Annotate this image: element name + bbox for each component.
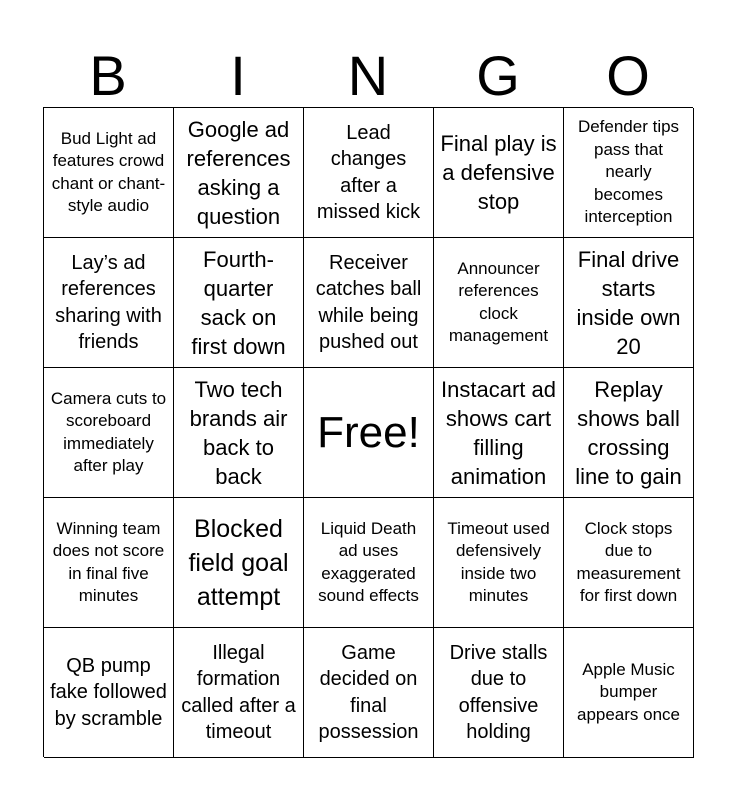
header-letter-g: G	[476, 44, 520, 107]
bingo-cell[interactable]	[434, 368, 564, 498]
cell-text: Lay’s ad references sharing with friends	[55, 251, 162, 353]
cell-text: Clock stops due to measurement for first down	[576, 518, 681, 605]
bingo-cell[interactable]	[174, 628, 304, 758]
bingo-cell[interactable]	[44, 238, 174, 368]
header-letter-n: N	[347, 44, 389, 107]
bingo-cell[interactable]	[304, 108, 434, 238]
cell-text: Receiver catches ball while being pushed out	[315, 251, 422, 353]
free-space-cell[interactable]	[304, 368, 434, 498]
bingo-cell[interactable]	[174, 238, 304, 368]
bingo-cell[interactable]	[564, 498, 694, 628]
cell-text: QB pump fake followed by scramble	[50, 654, 167, 730]
bingo-board	[43, 107, 693, 757]
header-letter-o: O	[606, 44, 650, 107]
bingo-cell[interactable]	[44, 498, 174, 628]
bingo-cell[interactable]	[564, 108, 694, 238]
cell-text: Bud Light ad features crowd chant or chant-style audio	[51, 128, 166, 215]
bingo-cell[interactable]	[434, 108, 564, 238]
bingo-cell[interactable]	[434, 498, 564, 628]
cell-text: Blocked field goal attempt	[188, 514, 289, 611]
bingo-cell[interactable]	[304, 498, 434, 628]
bingo-cell[interactable]	[564, 238, 694, 368]
cell-text: Instacart ad shows cart filling animation	[441, 376, 556, 489]
header-letter-i: I	[230, 44, 246, 107]
cell-text: Fourth-quarter sack on first down	[191, 246, 286, 359]
cell-text: Lead changes after a missed kick	[316, 121, 421, 223]
cell-text: Timeout used defensively inside two minutes	[447, 518, 550, 605]
cell-text: Final play is a defensive stop	[440, 131, 557, 214]
cell-text: Liquid Death ad uses exaggerated sound effects	[318, 518, 419, 605]
cell-text: Replay shows ball crossing line to gain	[575, 376, 682, 489]
bingo-cell[interactable]	[44, 368, 174, 498]
bingo-cell[interactable]	[174, 368, 304, 498]
cell-text: Camera cuts to scoreboard immediately after play	[50, 388, 167, 475]
cell-text: Game decided on final possession	[318, 641, 419, 743]
cell-text: Winning team does not score in final five minutes	[52, 518, 165, 605]
bingo-cell[interactable]	[564, 368, 694, 498]
cell-text: Two tech brands air back to back	[189, 376, 288, 489]
bingo-cell[interactable]	[564, 628, 694, 758]
cell-text: Google ad references asking a question	[186, 116, 291, 229]
bingo-cell[interactable]	[304, 238, 434, 368]
bingo-header	[43, 44, 693, 108]
cell-text: Illegal formation called after a timeout	[181, 641, 296, 743]
bingo-cell[interactable]	[44, 628, 174, 758]
bingo-cell[interactable]	[304, 628, 434, 758]
cell-text: Drive stalls due to offensive holding	[449, 641, 548, 743]
bingo-cell[interactable]	[434, 628, 564, 758]
bingo-cell[interactable]	[434, 238, 564, 368]
cell-text: Defender tips pass that nearly becomes interception	[577, 117, 680, 227]
cell-text: Final drive starts inside own 20	[576, 246, 681, 359]
cell-text: Apple Music bumper appears once	[576, 659, 681, 724]
cell-text: Announcer references clock management	[448, 258, 549, 345]
bingo-cell[interactable]	[174, 108, 304, 238]
bingo-cell[interactable]	[44, 108, 174, 238]
free-space-text: Free!	[317, 407, 420, 457]
header-letter-b: B	[89, 44, 127, 107]
bingo-cell[interactable]	[174, 498, 304, 628]
